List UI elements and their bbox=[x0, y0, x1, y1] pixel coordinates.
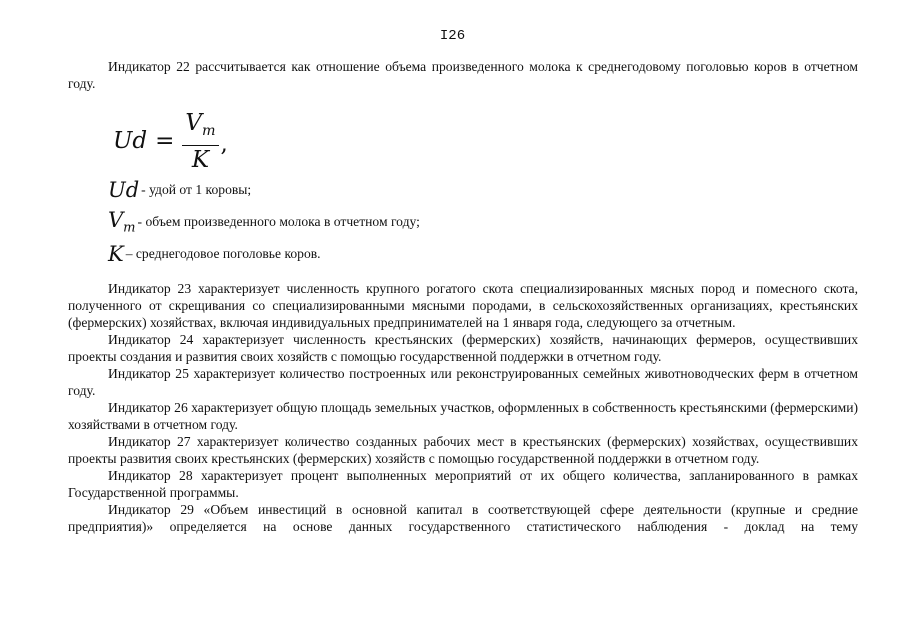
formula-comma: , bbox=[220, 131, 228, 158]
definition-k bbox=[108, 238, 420, 270]
numerator-subscript: m bbox=[202, 122, 216, 139]
intro-paragraph bbox=[68, 58, 858, 92]
definition-text: – среднегодовое поголовье коров. bbox=[125, 246, 321, 261]
intro-text: Индикатор 22 рассчитывается как отношение объема произведенного молока к среднегодовому поголовью коров в отчетном году. bbox=[68, 59, 858, 91]
definitions-list bbox=[108, 174, 420, 270]
paragraph-indicator-27: Индикатор 27 характеризует количество созданных рабочих мест в крестьянских (фермерских) хозяйствах, осуществивших проекты развития своих крестьянских (фермерских) хозяйств с помощью государственной поддержки в отчетном году. bbox=[68, 434, 858, 466]
definition-symbol bbox=[108, 208, 136, 236]
formula-equals: = bbox=[155, 128, 175, 155]
formula-numerator bbox=[182, 110, 218, 146]
numerator-symbol: V bbox=[185, 110, 203, 136]
formula-denominator: K bbox=[191, 146, 210, 173]
formula-fraction bbox=[182, 110, 218, 173]
body-paragraphs bbox=[68, 280, 858, 535]
paragraph-indicator-24: Индикатор 24 характеризует численность крестьянских (фермерских) хозяйств, начинающих фермеров, осуществивших проекты создания и развития своих хозяйств с помощью государственной поддержки в отчетном году. bbox=[68, 332, 858, 364]
definition-ud bbox=[108, 174, 420, 206]
definition-symbol: Ud bbox=[108, 178, 140, 202]
definition-text: - удой от 1 коровы; bbox=[141, 182, 252, 197]
page-number: I26 bbox=[439, 28, 466, 44]
formula-lhs: Ud bbox=[113, 128, 148, 155]
paragraph-indicator-25: Индикатор 25 характеризует количество построенных или реконструированных семейных животноводческих ферм в отчетном году. bbox=[68, 366, 858, 398]
definition-symbol-base: V bbox=[108, 208, 124, 233]
definition-text: - объем произведенного молока в отчетном году; bbox=[137, 214, 420, 229]
definition-symbol: K bbox=[108, 242, 124, 266]
definition-symbol-subscript: m bbox=[123, 220, 136, 236]
formula bbox=[113, 110, 228, 173]
paragraph-indicator-29: Индикатор 29 «Объем инвестиций в основной капитал в соответствующей сфере деятельности (крупные и средние предприятия)» определяется на основе данных государственного статистического наблюдения - доклад на тему bbox=[68, 502, 858, 534]
definition-vm bbox=[108, 206, 420, 238]
paragraph-indicator-28: Индикатор 28 характеризует процент выполненных мероприятий от их общего количества, запланированного в рамках Государственной программы. bbox=[68, 468, 858, 500]
paragraph-indicator-23: Индикатор 23 характеризует численность крупного рогатого скота специализированных мясных пород и помесного скота, полученного от скрещивания со специализированными мясными породами, в сельскохозяйственных организациях, крестьянских (фермерских) хозяйствах, включая индивидуальных предпринимателей на 1 января года, следующего за отчетным. bbox=[68, 281, 858, 330]
paragraph-indicator-26: Индикатор 26 характеризует общую площадь земельных участков, оформленных в собственность крестьянскими (фермерскими) хозяйствами в отчетном году. bbox=[68, 400, 858, 432]
